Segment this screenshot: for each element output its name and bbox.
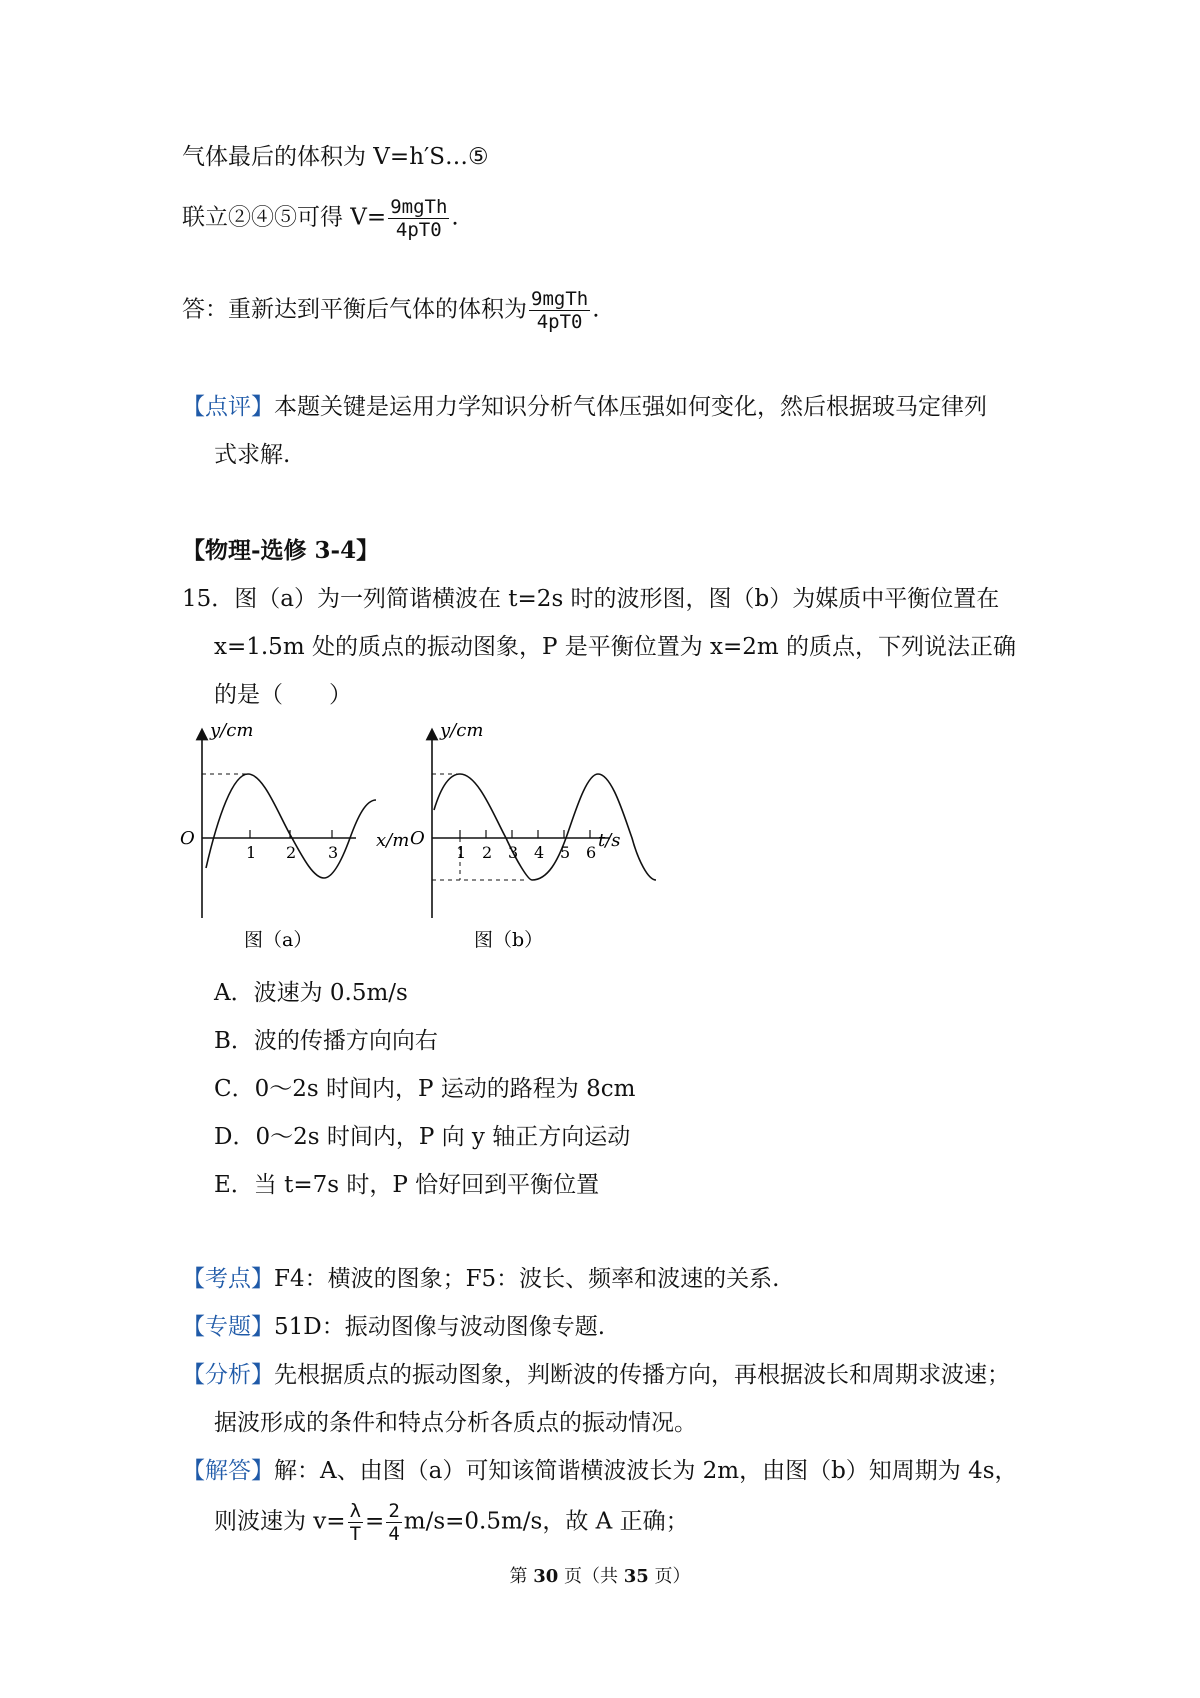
figure-caption: 图（b） (474, 929, 544, 951)
fenxi-line-2 (214, 1408, 697, 1438)
jieda-line-2 (214, 1500, 689, 1545)
fraction-numerator: 9mgTh (390, 196, 448, 218)
section-heading: 【物理-选修 3-4】 (182, 537, 380, 564)
question-line-1: 15．图（a）为一列简谐横波在 t=2s 时的波形图，图（b）为媒质中平衡位置在 (182, 586, 1000, 612)
tick-label: 2 (286, 843, 297, 862)
page-footer (0, 1562, 1200, 1588)
tick-label: 1 (456, 843, 467, 862)
waveform-a (206, 774, 376, 878)
kaodian-text: F4：横波的图象；F5：波长、频率和波速的关系. (274, 1266, 780, 1292)
jieda-line-1 (182, 1456, 1018, 1486)
tick-label: 6 (586, 843, 597, 862)
figure-caption: 图（a） (244, 929, 313, 951)
y-axis-label: y/cm (210, 720, 254, 741)
combine-text: 联立②④⑤可得 V= (182, 204, 387, 231)
fraction-numerator: λ (349, 1500, 362, 1522)
question-line-3: 的是（ ） (214, 682, 352, 708)
combine-period: . (451, 204, 459, 231)
option-e: E．当 t=7s 时，P 恰好回到平衡位置 (214, 1172, 600, 1198)
text-line-answer (182, 288, 600, 333)
figure-b (410, 720, 656, 951)
page-number: 30 (533, 1566, 559, 1587)
footer-prefix: 第 (509, 1566, 534, 1587)
fenxi-tag: 【分析】 (182, 1362, 274, 1388)
review-line-2 (214, 440, 290, 470)
jieda-velocity-text: 则波速为 v= (214, 1508, 346, 1535)
fenxi-text-cont: 据波形成的条件和特点分析各质点的振动情况。 (214, 1410, 697, 1436)
fraction-denominator: 4 (388, 1523, 400, 1545)
tick-label: 1 (246, 843, 257, 862)
fenxi-text: 先根据质点的振动图象，判断波的传播方向，再根据波长和周期求波速； (274, 1362, 1010, 1388)
review-tag: 【点评】 (182, 394, 274, 420)
kaodian-tag: 【考点】 (182, 1266, 274, 1292)
origin-label: O (180, 828, 195, 849)
review-text: 本题关键是运用力学知识分析气体压强如何变化，然后根据玻马定律列 (274, 394, 987, 420)
option-b: B．波的传播方向向右 (214, 1028, 438, 1054)
two-over-four-fraction (386, 1500, 401, 1545)
lambda-over-t-fraction (348, 1500, 363, 1545)
tick-label: 5 (560, 843, 571, 862)
fraction-denominator: 4pT0 (395, 219, 442, 241)
x-axis-label: t/s (598, 830, 621, 851)
wave-figures (178, 720, 678, 960)
fraction-numerator: 2 (388, 1500, 400, 1522)
tick-label: 4 (534, 843, 545, 862)
zhuanti-text: 51D：振动图像与波动图像专题. (274, 1314, 606, 1340)
option-a: A．波速为 0.5m/s (214, 980, 408, 1006)
tick-label: 3 (508, 843, 519, 862)
answer-text: 答：重新达到平衡后气体的体积为 (182, 296, 527, 323)
waveform-b (434, 774, 656, 880)
option-c: C．0～2s 时间内，P 运动的路程为 8cm (214, 1076, 636, 1102)
kaodian-line (182, 1264, 780, 1294)
tick-label: 2 (482, 843, 493, 862)
x-axis-label: x/m (376, 830, 410, 851)
zhuanti-tag: 【专题】 (182, 1314, 274, 1340)
question-line-2: x=1.5m 处的质点的振动图象，P 是平衡位置为 x=2m 的质点，下列说法正确 (214, 634, 1017, 660)
footer-suffix: 页） (648, 1566, 691, 1587)
fraction-denominator: T (349, 1523, 362, 1545)
volume-text: 气体最后的体积为 V=h′S…⑤ (182, 144, 489, 170)
footer-middle: 页（共 (558, 1566, 624, 1587)
jieda-text: 解：A、由图（a）可知该简谐横波波长为 2m，由图（b）知周期为 4s， (274, 1458, 1018, 1484)
fraction-numerator: 9mgTh (531, 288, 589, 310)
zhuanti-line (182, 1312, 605, 1342)
fraction-denominator: 4pT0 (536, 311, 583, 333)
review-text-cont: 式求解. (214, 442, 291, 468)
jieda-tag: 【解答】 (182, 1458, 274, 1484)
answer-fraction (529, 288, 590, 333)
fenxi-line-1 (182, 1360, 1010, 1390)
figure-a (180, 720, 409, 951)
volume-fraction (388, 196, 449, 241)
jieda-result-text: m/s=0.5m/s，故 A 正确； (403, 1508, 689, 1535)
tick-label: 3 (328, 843, 339, 862)
text-line-combine (182, 196, 459, 241)
answer-period: . (592, 296, 600, 323)
page-total: 35 (623, 1566, 649, 1587)
option-d: D．0～2s 时间内，P 向 y 轴正方向运动 (214, 1124, 631, 1150)
equals-sign: = (365, 1508, 385, 1535)
origin-label: O (410, 828, 425, 849)
text-line-volume (182, 142, 489, 172)
y-axis-label: y/cm (440, 720, 484, 741)
review-line-1 (182, 392, 987, 422)
